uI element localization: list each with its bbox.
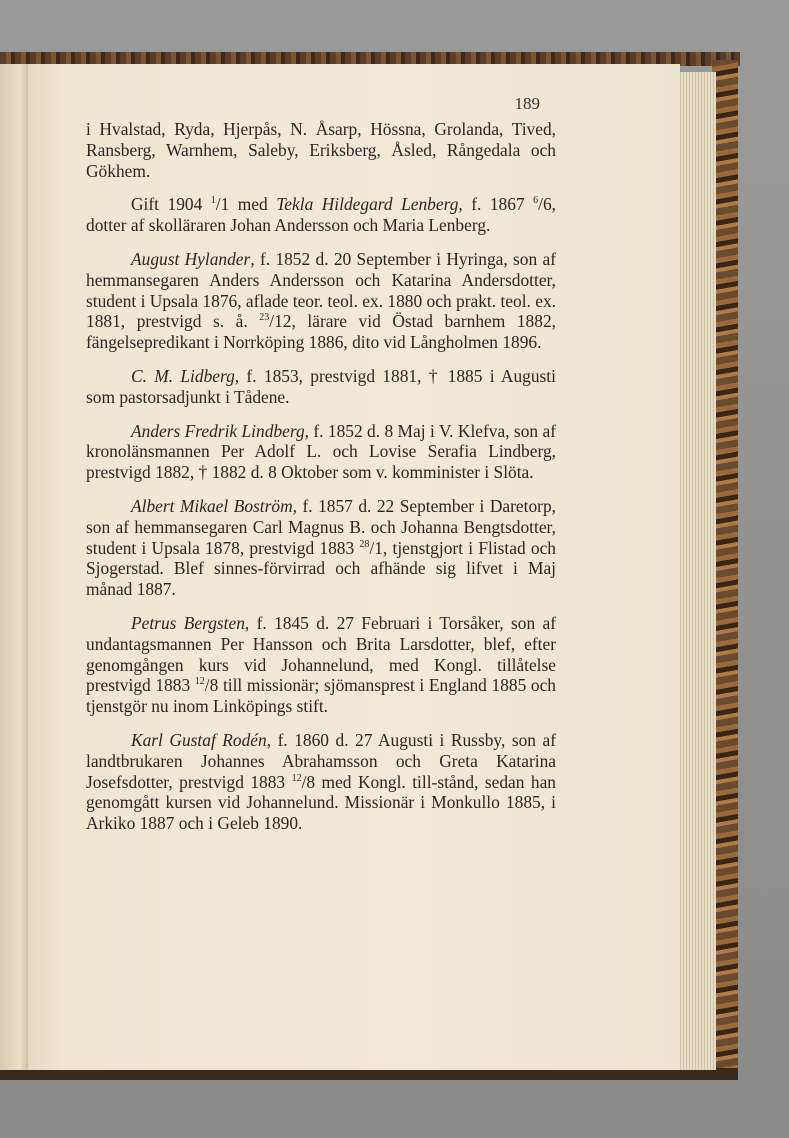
paragraph-2 bbox=[86, 194, 556, 236]
person-name: Albert Mikael Boström bbox=[131, 495, 293, 516]
paragraph-7 bbox=[86, 613, 556, 717]
person-name: Tekla Hildegard Lenberg bbox=[276, 194, 459, 215]
text-run: , f. 1853, prestvigd 1881, † 1885 i Augusti som pastorsadjunkt i Tådene. bbox=[86, 365, 556, 407]
paragraph-1 bbox=[86, 119, 556, 181]
person-name: August Hylander bbox=[131, 248, 251, 269]
text-run: , f. 1857 d. 22 September i Daretorp, son af hemmansegaren Carl Magnus B. och Johanna Bengtsdotter, student i Upsala 1878, prestvigd 1883 bbox=[86, 495, 556, 558]
text-run: /12, lärare vid Östad barnhem 1882, fängelsepredikant i Norrköping 1886, dito vid Långholmen 1896. bbox=[86, 311, 556, 353]
superscript: 23 bbox=[259, 312, 270, 324]
text-run: i Hvalstad, Ryda, Hjerpås, N. Åsarp, Hössna, Grolanda, Tived, Ransberg, Warnhem, Saleby, Eriksberg, Åsled, Rångedala och Gökhem. bbox=[86, 119, 556, 181]
text-run: , f. 1867 bbox=[458, 194, 534, 215]
facing-page-edge bbox=[0, 64, 28, 1070]
text-run: , f. 1852 d. 8 Maj i V. Klefva, son af kronolänsmannen Per Adolf L. och Lovise Serafia Lindberg, prestvigd 1882, † 1882 d. 8 Oktober som v. komminister i Slöta. bbox=[86, 420, 556, 483]
text-run: , f. 1845 d. 27 Februari i Torsåker, son af undantagsmannen Per Hansson och Brita Larsdotter, blef, efter genomgången kurs vid Johannelund, med Kongl. tillåtelse prestvigd 1883 bbox=[86, 612, 556, 696]
text-run: , f. 1852 d. 20 September i Hyringa, son af hemmansegaren Anders Andersson och Katarina Andersdotter, student i Upsala 1876, aflade teor. teol. ex. 1880 och prakt. teol. ex. 1881, prestvigd s. å. bbox=[86, 248, 556, 332]
paragraph-4 bbox=[86, 366, 556, 408]
paragraph-8 bbox=[86, 730, 556, 834]
person-name: C. M. Lidberg bbox=[131, 365, 235, 386]
paragraph-3 bbox=[86, 249, 556, 353]
text-run: /8 till missionär; sjömansprest i England 1885 och tjenstgör nu inom Linköpings stift. bbox=[86, 675, 557, 717]
text-run: /1 med bbox=[215, 194, 277, 215]
superscript: 1 bbox=[210, 195, 216, 207]
page-text bbox=[86, 119, 556, 847]
person-name: Anders Fredrik Lindberg bbox=[131, 420, 305, 441]
text-run: /8 med Kongl. till-stånd, sedan han genomgått kursen vid Johannelund. Missionär i Monkullo 1885, i Arkiko 1887 och i Geleb 1890. bbox=[86, 771, 556, 834]
person-name: Petrus Bergsten bbox=[131, 612, 245, 633]
superscript: 12 bbox=[291, 772, 302, 784]
superscript: 6 bbox=[533, 195, 539, 207]
superscript: 12 bbox=[194, 676, 205, 688]
superscript: 28 bbox=[359, 538, 370, 550]
text-run: , f. 1860 d. 27 Augusti i Russby, son af landtbrukaren Johannes Abrahamsson och Greta Katarina Josefsdotter, prestvigd 1883 bbox=[86, 729, 556, 792]
person-name: Karl Gustaf Rodén bbox=[131, 729, 267, 750]
text-run: /1, tjenstgjort i Flistad och Sjogerstad. Blef sinnes-förvirrad och afhände sig lifvet i Maj månad 1887. bbox=[86, 537, 557, 600]
page-number: 189 bbox=[514, 94, 540, 113]
paragraph-6 bbox=[86, 496, 556, 600]
text-run: Gift 1904 bbox=[131, 194, 211, 215]
text-run: /6, dotter af skolläraren Johan Andersson och Maria Lenberg. bbox=[86, 194, 556, 236]
paragraph-5 bbox=[86, 421, 556, 483]
page-stack-edges bbox=[678, 72, 716, 1070]
